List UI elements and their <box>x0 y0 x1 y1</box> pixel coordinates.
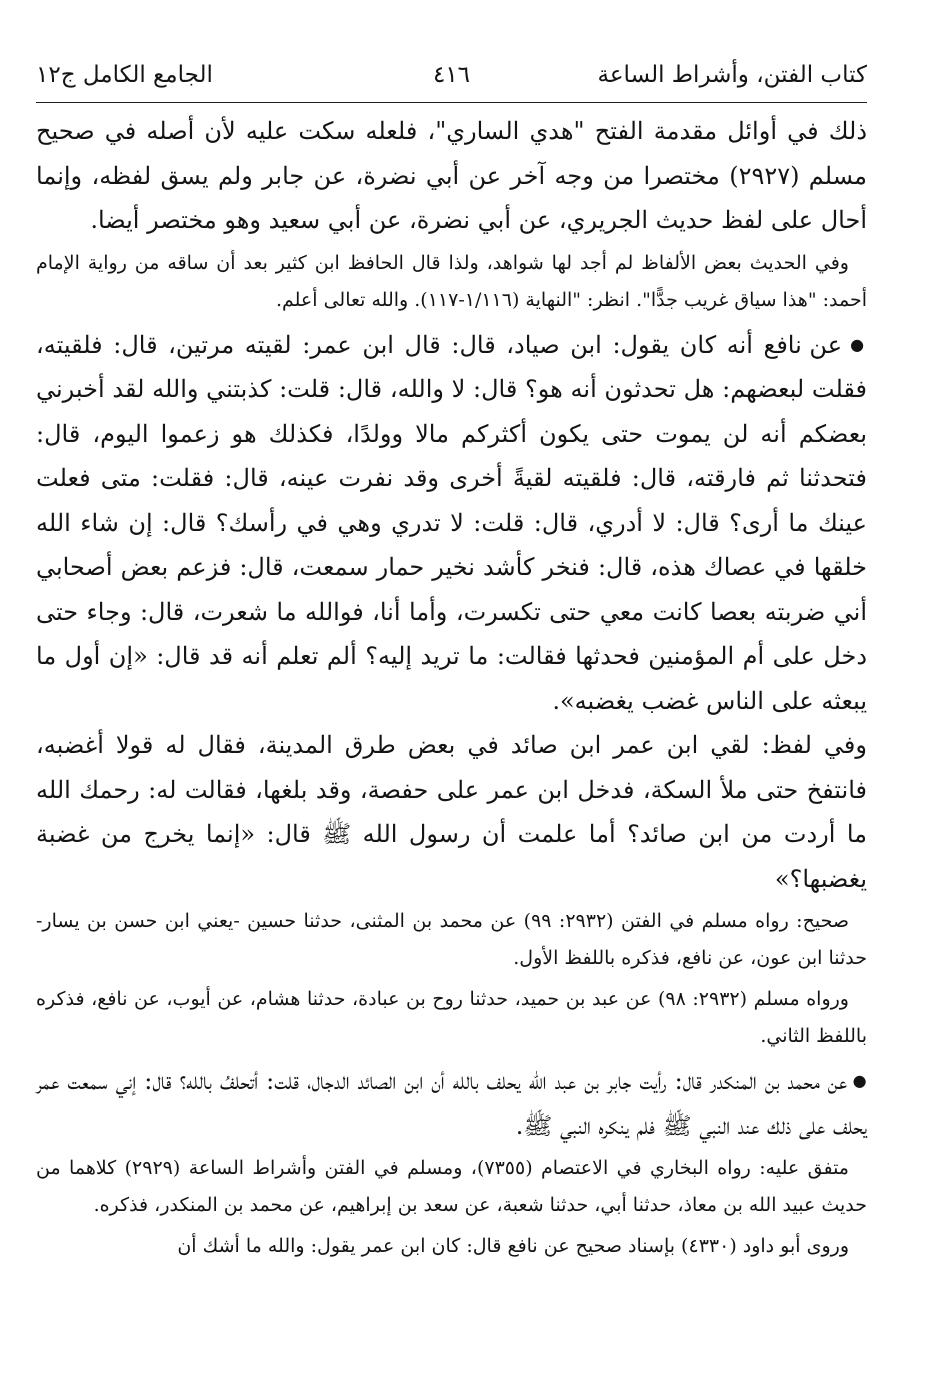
header-rule <box>36 102 867 103</box>
paragraph: وفي لفظ: لقي ابن عمر ابن صائد في بعض طرق المدينة، فقال له قولا أغضبه، فانتفخ حتى ملأ السكة، فدخل ابن عمر على حفصة، وقد بلغها، فقالت له: رحمك الله ما أردت من ابن صائد؟ أما علمت أن رسول الله ﷺ قال: «إنما يخرج من غضبة يغضبها؟» <box>36 731 867 893</box>
hadith-paragraph: ● عن نافع أنه كان يقول: ابن صياد، قال: قال ابن عمر: لقيته مرتين، قال: فلقيته، فقلت لبعضهم: هل تحدثون أنه هو؟ قال: لا والله، قال: قلت: كذبتني والله لقد أخبرني بعضكم أنه لن يموت حتى يكون أكثركم مالا وولدًا، فكذلك هو زعموا اليوم، قال: فتحدثنا ثم فارقته، قال: فلقيته لقيةً أخرى وقد نفرت عينه، قال: فقلت: متى فعلت عينك ما أرى؟ قال: لا أدري، قال: قلت: لا تدري وهي في رأسك؟ قال: إن شاء الله خلقها في عصاك هذه، قال: فنخر كأشد نخير حمار سمعت، قال: فزعم بعض أصحابي أني ضربته بعصا كانت معي حتى تكسرت، وأما أنا، فوالله ما شعرت، قال: وجاء حتى دخل على أم المؤمنين فحدثها فقالت: ما تريد إليه؟ ألم تعلم أنه قد قال: «إن أول ما يبعثه على الناس غضب يغضبه». <box>36 323 867 724</box>
footnote: ورواه مسلم (٢٩٣٢: ٩٨) عن عبد بن حميد، حدثنا روح بن عبادة، حدثنا هشام، عن أيوب، عن نافع، فذكره باللفظ الثاني. <box>36 988 867 1047</box>
footnote: وفي الحديث بعض الألفاظ لم أجد لها شواهد، ولذا قال الحافظ ابن كثير بعد أن ساقه من رواية الإمام أحمد: "هذا سياق غريب جدًّا". انظر: "النهاية (١/١١٦-١١٧). والله تعالى أعلم. <box>36 251 867 311</box>
footnote: صحيح: رواه مسلم في الفتن (٢٩٣٢: ٩٩) عن محمد بن المثنى، حدثنا حسين -يعني ابن حسن بن يسار- حدثنا ابن عون، عن نافع، فذكره باللفظ الأول. <box>36 910 867 969</box>
page-header <box>36 62 867 102</box>
volume-label: الجامع الكامل ج١٢ <box>36 62 213 88</box>
page-body <box>36 109 867 1265</box>
footnote: وروى أبو داود (٤٣٣٠) بإسناد صحيح عن نافع قال: كان ابن عمر يقول: والله ما أشك أن <box>177 1235 849 1257</box>
book-title: كتاب الفتن، وأشراط الساعة <box>597 62 867 88</box>
paragraph: ذلك في أوائل مقدمة الفتح "هدي الساري"، فلعله سكت عليه لأن أصله في صحيح مسلم (٢٩٢٧) مختصرا من وجه آخر عن أبي نضرة، عن جابر ولم يسق لفظه، وإنما أحال على لفظ حديث الجريري، عن أبي نضرة، عن أبي سعيد وهو مختصر أيضا. <box>36 117 868 234</box>
footnote: متفق عليه: رواه البخاري في الاعتصام (٧٣٥٥)، ومسلم في الفتن وأشراط الساعة (٢٩٢٩) كلاهما من حديث عبيد الله بن معاذ، حدثنا أبي، حدثنا شعبة، عن سعد بن إبراهيم، عن محمد بن المنكدر، فذكره. <box>36 1157 867 1216</box>
page-number: ٤١٦ <box>432 62 471 88</box>
hadith-paragraph: ● عن محمد بن المنكدر قال: رأيت جابر بن عبد الله يحلف بالله أن ابن الصائد الدجال، قلت: أتحلفُ بالله؟ قال: إني سمعت عمر يحلف على ذلك عند النبي ﷺ فلم ينكره النبي ﷺ. <box>36 1059 867 1148</box>
